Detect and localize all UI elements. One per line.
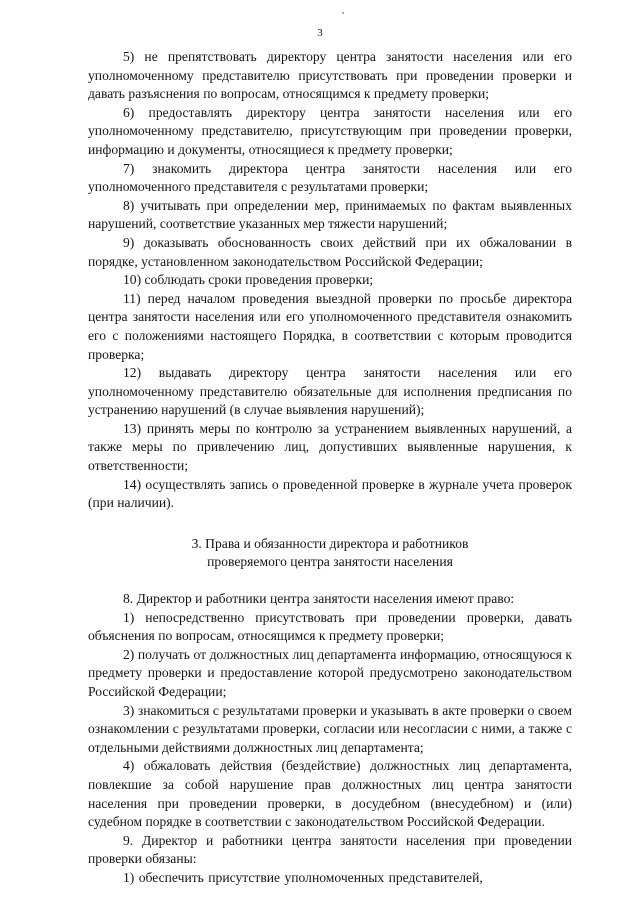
- clause-8-item-1: 1) непосредственно присутствовать при проведении проверки, давать объяснения по вопросам, относящимся к предмету проверки;: [88, 609, 572, 644]
- list-item-14: 14) осуществлять запись о проведенной проверке в журнале учета проверок (при наличии).: [88, 476, 572, 511]
- document-body: [88, 48, 572, 888]
- section-heading: [88, 535, 572, 572]
- clause-9-intro: 9. Директор и работники центра занятости населения при проведении проверки обязаны:: [88, 832, 572, 867]
- list-item-13: 13) принять меры по контролю за устранением выявленных нарушений, а также меры по привлечению лиц, допустивших выявленные нарушения, к ответственности;: [88, 420, 572, 474]
- clause-8-item-3: 3) знакомиться с результатами проверки и указывать в акте проверки о своем ознакомлении с результатами проверки, согласии или несогласии с ними, а также с отдельными действиями должностных лиц департамента;: [88, 702, 572, 755]
- list-item-6: 6) предоставлять директору центра занятости населения или его уполномоченному представителю, присутствующим при проведении проверки, информацию и документы, относящиеся к предмету проверки;: [88, 104, 572, 157]
- clause-8-intro: 8. Директор и работники центра занятости населения имеют право:: [123, 591, 515, 607]
- scan-speck: [342, 12, 344, 14]
- list-item-9: 9) доказывать обоснованность своих действий при их обжаловании в порядке, установленном законодательством Российской Федерации;: [88, 234, 572, 269]
- section-heading-line-2: проверяемого центра занятости населения: [207, 554, 453, 570]
- list-item-8: 8) учитывать при определении мер, принимаемых по фактам выявленных нарушений, соответствие указанных мер тяжести нарушений;: [88, 197, 572, 232]
- list-item-10: 10) соблюдать сроки проведения проверки;: [123, 272, 374, 288]
- list-item-5: 5) не препятствовать директору центра занятости населения или его уполномоченному представителю присутствовать при проведении проверки и давать разъяснения по вопросам, относящимся к предмету проверки;: [88, 49, 572, 102]
- clause-8-item-4: 4) обжаловать действия (бездействие) должностных лиц департамента, повлекшие за собой нарушение прав должностных лиц центра занятости населения при проведении проверки, в досудебном (внесудебном) и (или) судебном порядке в соответствии с законодательством Российской Федерации.: [88, 758, 572, 830]
- list-item-12: 12) выдавать директору центра занятости населения или его уполномоченному представителю обязательные для исполнения предписания по устранению нарушений (в случае выявления нарушений);: [88, 365, 572, 418]
- clause-8-item-2: 2) получать от должностных лиц департамента информацию, относящуюся к предмету проверки и предоставление которой предусмотрено законодательством Российской Федерации;: [88, 646, 572, 699]
- page-number: 3: [317, 27, 323, 39]
- list-item-11: 11) перед началом проведения выездной проверки по просьбе директора центра занятости населения или его уполномоченного представителя ознакомить его с положениями настоящего Порядка, в соответствии с которым проводится проверка;: [88, 290, 572, 362]
- clause-9-item-1: 1) обеспечить присутствие уполномоченных представителей,: [123, 869, 483, 885]
- section-heading-line-1: 3. Права и обязанности директора и работников: [191, 535, 469, 551]
- list-item-7: 7) знакомить директора центра занятости населения или его уполномоченного представителя с результатами проверки;: [88, 160, 572, 195]
